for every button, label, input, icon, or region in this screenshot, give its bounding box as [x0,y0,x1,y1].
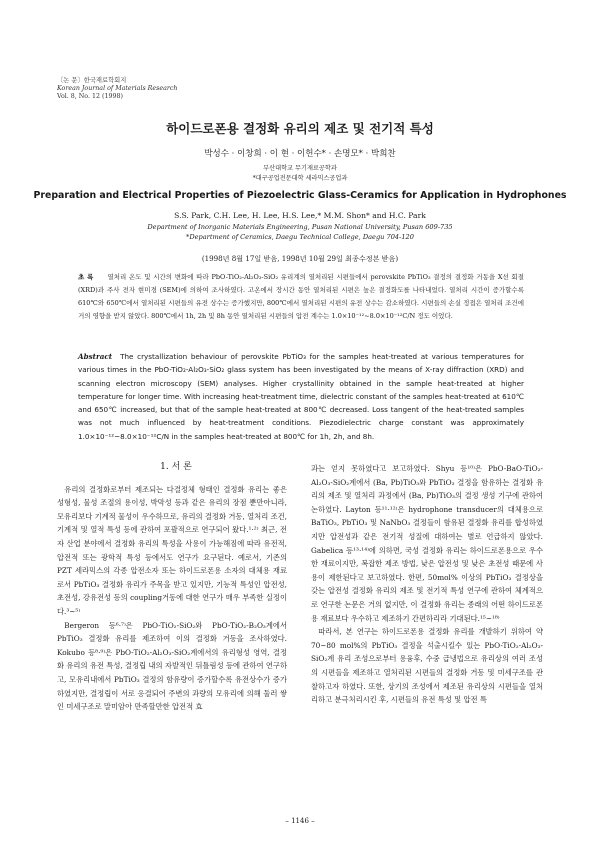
journal-name-en: Korean Journal of Materials Research [57,85,178,92]
body-paragraph: 유리의 결정화로부터 제조되는 다결정체 형태인 결정화 유리는 좋은 성형성, 물성 조절의 용이성, 박막성 등과 같은 유리의 장점 뿐만아니라, 모유리보다 기계적 물성이 우수하므로, 유리의 결정화 거동, 열처리 조건, 기계적 및 열적 특성 등에 관하여 포괄적으로 연구되어 왔다.¹·²⁾ 최근, 전자 산업 분야에서 결정화 유리의 특성을 사용이 가능해짐에 따라 유전적, 압전적 또는 광학적 특성 등에서도 연구가 요구된다. 예로서, 기존의 PZT 세라믹스의 각종 압전소자 또는 하이드로폰용 소자의 대체용 재료로서 PbTiO₃ 결정화 유리가 주목을 받고 있지만, 기능적 특성인 압전성, 초전성, 강유전성 등의 coupling거동에 대한 연구가 매우 부족한 실정이다.³~⁵⁾ [57,484,287,616]
journal-header [57,77,177,101]
affiliation-ko-line1: 부산대학교 무기재료공학과 [263,165,337,172]
affiliation-ko-line2: *대구공업전문대학 세라믹스공업과 [252,174,348,182]
authors-ko: 박성수 · 이창희 · 이 현 · 이헌수* · 손명모* · 박희찬 [204,149,396,159]
journal-name-ko: 〔논 문〕한국재료학회지 [57,77,127,84]
abstract-en-text: The crystallization behaviour of perovskite PbTiO₃ for the samples heat-treated at various temperatures for various times in the PbO-TiO₂-Al₂O₃-SiO₂ glass system has been investigated by the means of X-ray diffraction (XRD) and scanning electron microscopy (SEM) analyses. Higher crystallinity obtained in the sample heat-treated at higher temperature for longer time. With increasing heat-treatment time, dielectric constant of the samples heat-treated at 610℃ and 650℃ increased, but that of the sample heat-treated at 800℃ decreased. Loss tangent of the heat-treated samples was not much influenced by heat-treatment conditions. Piezodielectric charge constant was approximately 1.0×10⁻¹²~8.0×10⁻¹²C/N in the samples heat-treated at 800℃ for 1h, 2h, and 8h. [78,352,524,441]
abstract-en-label: Abstract [78,352,113,361]
body-column-right [311,462,543,707]
affiliation-en-line2: *Department of Ceramics, Daegu Technical College, Daegu 704-120 [186,232,414,241]
section-heading-introduction: 1. 서 론 [160,462,192,472]
body-column-left [57,461,287,714]
affiliation-en-line1: Department of Inorganic Materials Engineering, Pusan National University, Pusan 609-735 [147,223,453,231]
affiliation-en [0,223,600,242]
paper-title-ko: 하이드로폰용 결정화 유리의 제조 및 전기적 특성 [166,121,434,136]
paper-title-en: Preparation and Electrical Properties of Piezoelectric Glass-Ceramics for Application in Hydrophones [33,190,567,201]
body-paragraph: Bergeron 등⁶·⁷⁾은 PbO-TiO₂-SiO₂와 PbO-TiO₂-B₂O₃계에서 PbTiO₃ 결정화 유리를 제조하여 이의 결정화 거동을 조사하였다. Kokubo 등⁸·⁹⁾은 PbO-TiO₂-Al₂O₃-SiO₂계에서의 유리형성 영역, 결정화 유리의 유전 특성, 결정립 내의 자발적인 뒤틀림성 등에 관하여 연구하고, 모유리내에서 PbTiO₃ 결정의 함유량이 증가할수록 유전상수가 증가하였지만, 결정립이 서로 응결되어 주변의 과량의 모유리에 의해 둘러 쌓인 미세구조로 말미암아 만족할만한 압전적 효 [57,620,287,712]
body-paragraph: 따라서, 본 연구는 하이드로폰용 결정화 유리를 개발하기 위하여 약 70~80 mol%의 PbTiO₃ 결정을 석출시킬수 있는 PbO-TiO₂-Al₂O₃-SiO₂계 유리 조성으로부터 용융후, 수중 급냉법으로 유리상의 여러 조성의 시편들을 제조하고 열처리된 시편들의 결정화 거동 및 미세구조를 관찰하고자 하였다. 또한, 상기의 조성에서 제조된 유리상의 시편들을 열처리하고 분극처리시킨 후, 시편들의 유전 특성 및 압전 특 [311,627,543,705]
abstract-en [78,350,524,443]
page-number: – 1146 – [285,817,315,825]
body-paragraph: 과는 얻지 못하였다고 보고하였다. Shyu 등¹⁰⁾은 PbO-BaO-TiO₂-Al₂O₃-SiO₂계에서 (Ba, Pb)TiO₃와 PbTiO₃ 결정을 함유하는 결정화 유리의 제조 및 열처리 과정에서 (Ba, Pb)TiO₃의 결정 생성 기구에 관하여 논하였다. Layton 등¹¹·¹²⁾은 hydrophone transducer의 대체용으로 BaTiO₃, PbTiO₃ 및 NaNbO₃ 결정들이 함유된 결정화 유리를 합성하였지만 압전성과 같은 전기적 성질에 대하여는 별로 언급하지 않았다. Gabelica 등¹³·¹⁴⁾에 의하면, 국성 결정화 유리는 하이드로폰용으로 우수한 재료이지만, 복잡한 제조 방법, 낮은 압전성 및 낮은 초전성 때문에 사용이 제한된다고 보고하였다. 한편, 50mol% 이상의 PbTiO₃ 결정상을 갖는 압전성 결정화 유리의 제조 및 전기적 특성 연구에 관하여 체계적으로 연구한 논문은 거의 없지만, 이 결정화 유리는 종래의 어떤 하이드로폰용 재료보다 우수하고 제조하기 간편하리라 기대된다.¹⁵~¹⁸⁾ [311,464,543,623]
abstract-ko [78,271,524,323]
received-date: (1998년 8월 17일 받음, 1998년 10월 29일 최종수정본 받음) [201,254,399,263]
journal-volume: Vol. 8, No. 12 (1998) [57,93,123,100]
abstract-ko-text: 열처리 온도 및 시간의 변화에 따라 PbO-TiO₂-Al₂O₃-SiO₂ 유리계의 열처리된 시편들에서 perovskite PbTiO₃ 결정의 결정화 거동을 X선 회절 (XRD)과 주사 전자 현미경 (SEM)에 의하여 조사하였다. 고온에서 장시간 동안 열처리된 시편은 높은 결정화도를 나타내었다. 열처리 시간이 증가할수록 610℃와 650℃에서 열처리된 시편들의 유전 상수는 증가했지만, 800℃에서 열처리된 시편의 유전 상수는 감소하였다. 시편들의 손실 정접은 열처리 조건에 거의 영향을 받지 않았다. 800℃에서 1h, 2h 및 8h 동안 열처리된 시편들의 압전 계수는 1.0×10⁻¹²~8.0×10⁻¹²C/N 정도 이었다. [78,273,524,320]
authors-en: S.S. Park, C.H. Lee, H. Lee, H.S. Lee,* M.M. Shon* and H.C. Park [174,211,426,220]
affiliation-ko [0,164,600,183]
abstract-ko-label: 초 록 [78,273,94,281]
